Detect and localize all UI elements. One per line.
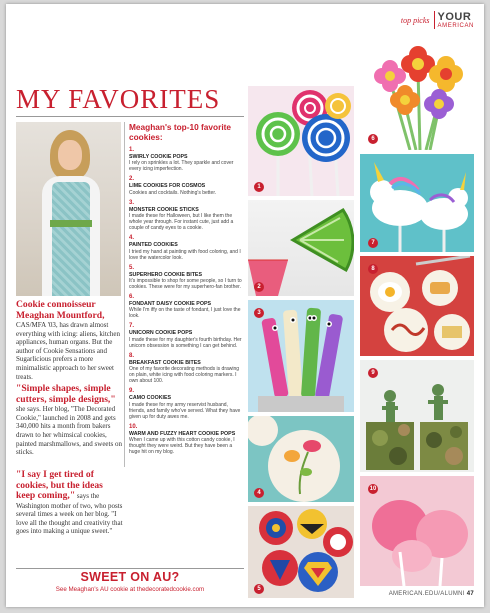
sweet-divider xyxy=(16,568,244,569)
cookie-items xyxy=(129,147,244,455)
cookie-number: 9. xyxy=(129,388,135,395)
magazine-page xyxy=(6,4,484,607)
cookie-number: 5. xyxy=(129,264,135,271)
photo-face xyxy=(58,140,82,170)
swirly-pops-illustration xyxy=(248,86,354,196)
camo-cookie-illustration xyxy=(360,360,474,472)
monster-sticks-illustration xyxy=(248,300,354,412)
cookie-description: I tried my hand at painting with food coloring, and I love the watercolor look. xyxy=(129,248,241,261)
cookie-name: SWIRLY COOKIE POPS xyxy=(129,154,188,160)
cookie-item xyxy=(129,265,244,290)
photo-swirly-cookie-pops xyxy=(248,86,354,196)
brand-logo xyxy=(438,12,474,29)
photo-sash xyxy=(50,220,92,227)
photo-badge-9: 9 xyxy=(368,368,378,378)
quote-column xyxy=(16,470,244,536)
cookie-description: One of my favorite decorating methods is drawing on plain, white icing with food coloring markers. I own about 100. xyxy=(129,366,240,385)
cookie-item xyxy=(129,200,244,231)
cookie-description: While I'm iffy on the taste of fondant, I just love the look. xyxy=(129,307,241,320)
photo-camo-cookies xyxy=(360,360,474,472)
footer-url[interactable]: AMERICAN.EDU/ALUMNI xyxy=(388,591,465,597)
sweet-callout xyxy=(16,570,244,593)
cookie-name: PAINTED COOKIES xyxy=(129,242,178,249)
brand-sub: AMERICAN xyxy=(437,22,474,29)
intro-lead: Cookie connoisseur Meaghan Mountford, xyxy=(16,299,105,321)
photo-badge-4: 4 xyxy=(254,488,264,498)
photo-lime-cookies xyxy=(248,200,354,296)
photo-unicorn-cookie-pops xyxy=(360,154,474,252)
cookie-name: MONSTER COOKIE STICKS xyxy=(129,206,199,213)
cookie-item xyxy=(129,424,244,455)
cookie-number: 1. xyxy=(129,147,135,153)
photo-superhero-cookie-bites xyxy=(248,506,354,598)
cookie-item xyxy=(129,323,244,348)
section-label: top picks xyxy=(400,15,430,25)
daisy-pops-illustration xyxy=(360,34,474,150)
superhero-cookie-illustration xyxy=(248,506,354,598)
column-divider xyxy=(124,122,125,467)
photo-apron xyxy=(52,182,90,296)
cookie-description: I made these for my daughter's fourth birthday. Her unicorn obsession is something I can get behind. xyxy=(129,336,242,349)
sweet-link[interactable]: See Meaghan's AU cookie at thedecoratedcookie.com xyxy=(55,586,205,593)
heart-pops-illustration xyxy=(360,476,474,586)
cookie-item xyxy=(129,235,244,260)
quote-paragraph-2 xyxy=(16,470,124,536)
intro-column xyxy=(16,300,122,460)
cookie-number: 10. xyxy=(129,423,138,430)
sweet-heading: SWEET ON AU? xyxy=(80,570,180,584)
photo-heart-cookie-pops xyxy=(360,476,474,586)
cookie-name: BREAKFAST COOKIE BITES xyxy=(129,359,201,366)
intro-paragraph xyxy=(16,300,122,381)
cookie-name: WARM AND FUZZY HEART COOKIE POPS xyxy=(129,430,236,437)
cookie-number: 3. xyxy=(129,199,135,206)
photo-monster-cookie-sticks xyxy=(248,300,354,412)
cookie-description: It's impossible to shop for some people, so I turn to cookies. These were for my superhero-fan brother. xyxy=(129,278,242,291)
masthead xyxy=(401,11,474,29)
cookie-description: I rely on sprinkles a lot. They sparkle and cover every icing imperfection. xyxy=(129,160,234,173)
photo-badge-5: 5 xyxy=(254,584,264,594)
painted-cookie-illustration xyxy=(248,416,354,502)
intro-body: CAS/MFA '03, has drawn almost everything with icing: aliens, kitchen appliances, human organs. But the author of Cookie Sensations and Sugarlicious prefers a more minimalistic approach to her sweet treats. xyxy=(16,321,121,381)
cookie-item xyxy=(129,176,244,195)
photo-badge-7: 7 xyxy=(368,238,378,248)
pull-quote-2: "I say I get tired of cookies, but the ideas keep coming," xyxy=(16,469,103,501)
cookie-item xyxy=(129,294,244,319)
author-photo xyxy=(16,122,121,296)
cookie-description: When I came up with this cotton candy cookie, I thought they were weird. But they have been a huge hit on my blog. xyxy=(129,437,235,456)
cookie-description: I made these for Halloween, but I like them the whole year through. For instant cute, just add a couple of candy eyes to a cookie. xyxy=(129,213,234,232)
photo-badge-6: 6 xyxy=(368,134,378,144)
cookie-item xyxy=(129,388,244,419)
cookie-number: 4. xyxy=(129,235,135,242)
cookie-name: SUPERHERO COOKIE BITES xyxy=(129,271,202,278)
cookie-item xyxy=(129,353,244,384)
cookie-list xyxy=(129,122,244,459)
quote-2-text: says the Washington mother of two, who posts several times a week on her blog. "I love all the thought and creativity that goes into making a unique sweet." xyxy=(16,492,123,536)
unicorn-pops-illustration xyxy=(360,154,474,252)
cookie-number: 6. xyxy=(129,294,135,301)
photo-breakfast-cookie-bites xyxy=(360,256,474,356)
page-footer xyxy=(389,591,474,597)
cookie-item xyxy=(129,147,244,172)
cookie-number: 2. xyxy=(129,176,135,183)
masthead-divider xyxy=(434,11,435,29)
page-title: MY FAVORITES xyxy=(16,84,221,114)
list-heading: Meaghan's top-10 favorite cookies: xyxy=(129,122,232,142)
photo-fondant-daisy-pops xyxy=(360,34,474,150)
photo-badge-1: 1 xyxy=(254,182,264,192)
cookie-description: Cookies and cocktails. Nothing's better. xyxy=(129,189,217,196)
quote-paragraph-1 xyxy=(16,384,122,457)
photo-badge-2: 2 xyxy=(254,282,264,292)
cookie-name: LIME COOKIES FOR COSMOS xyxy=(129,183,206,190)
page-number: 47 xyxy=(466,591,474,597)
photo-badge-10: 10 xyxy=(369,486,377,492)
lime-cookie-illustration xyxy=(248,200,354,296)
cookie-name: FONDANT DAISY COOKIE POPS xyxy=(129,301,212,308)
cookie-name: UNICORN COOKIE POPS xyxy=(129,330,193,337)
pull-quote-1: "Simple shapes, simple cutters, simple designs," xyxy=(16,383,116,405)
cookie-number: 7. xyxy=(129,323,135,330)
photo-badge-3: 3 xyxy=(254,308,264,318)
title-divider xyxy=(16,116,244,117)
brand-name: YOUR xyxy=(437,10,472,23)
cookie-number: 8. xyxy=(129,352,135,359)
quote-1-text: she says. Her blog, "The Decorated Cookie," launched in 2008 and gets 340,000 hits a month from bakers drawn to her whimsical cookies, painted marshmallows, and sweets on sticks. xyxy=(16,405,122,457)
cookie-description: I made these for my army reservist husband, friends, and family who've served. What they have given up for duty awes me. xyxy=(129,401,241,420)
cookie-name: CAMO COOKIES xyxy=(129,395,172,402)
photo-badge-8: 8 xyxy=(368,264,378,274)
photo-painted-cookies xyxy=(248,416,354,502)
